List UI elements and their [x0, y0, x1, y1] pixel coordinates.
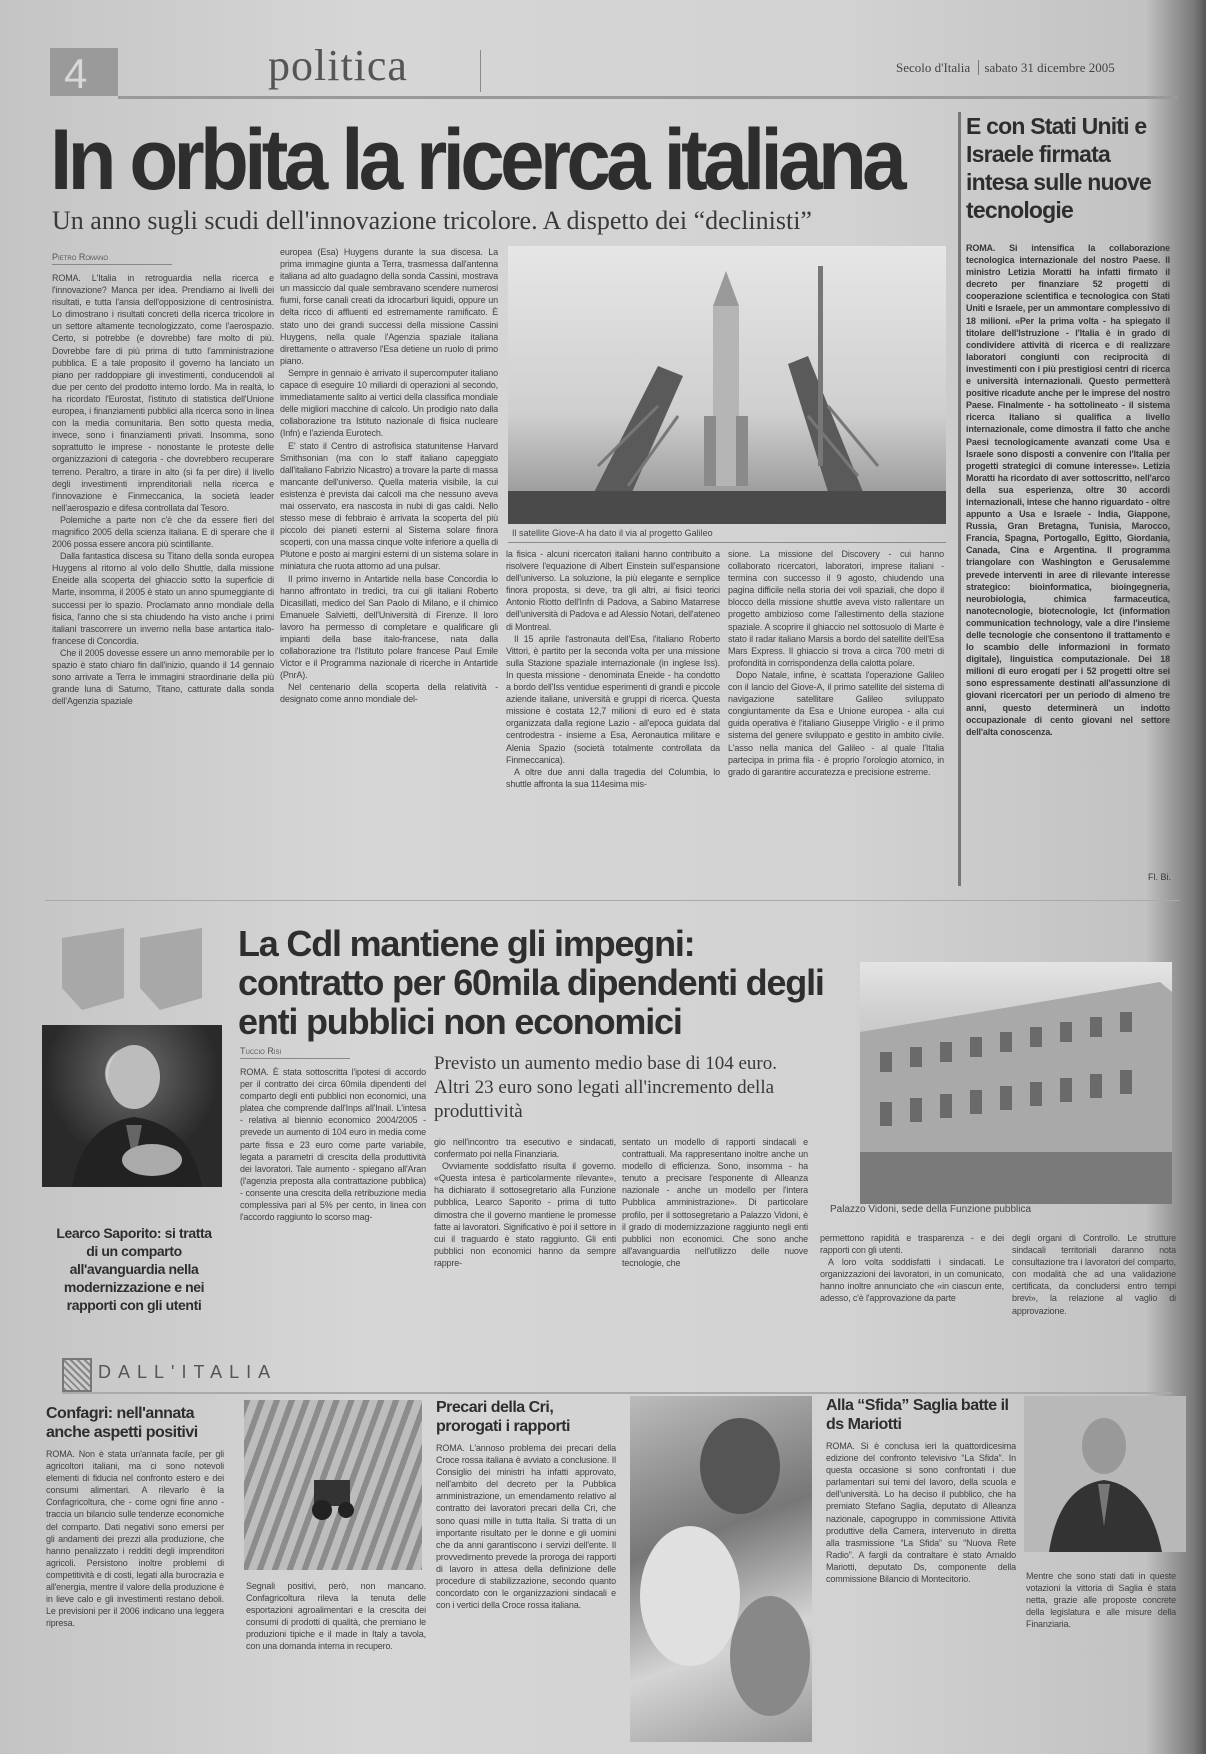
- dallitalia-banner: [62, 1356, 1172, 1394]
- paragraph: Che il 2005 dovesse essere un anno memorabile per lo spazio è stato chiaro fin dall'inizio, quando il 14 gennaio sono arrivate a Terra le immagini straordinarie della più grande luna di Saturno, Titano, catturate dalla sonda dell'Agenzia spaziale: [52, 647, 274, 707]
- brief-headline: Precari della Cri, prorogati i rapporti: [436, 1399, 570, 1435]
- paragraph: sentato un modello di rapporti sindacali e contrattuali. Ma rappresentano inoltre anche un modello di efficienza. Sono, insomma - ha tenuto a precisare l'esponente di Alleanza nazionale - anche un modello per l'intera Pubblica amministrazione». Di particolare profilo, per il sottosegretario a Palazzo Vidoni, è il grado di modernizzazione raggiunto negli enti pubblici non economici. Che sono anche all'avanguardia nell'utilizzo delle nuove tecnologie, che: [622, 1137, 808, 1268]
- palazzo-vidoni-photo: [860, 962, 1172, 1204]
- paragraph: Il primo inverno in Antartide nella base Concordia lo hanno affrontato in tredici, tra cui gli italiani Roberto Dicasillati, medico del San Paolo di Milano, e il chimico Emanuele Salvietti, dell'Università di Firenze. Il loro lavoro ha permesso di completare e qualificare gli impianti della base italo-francese, nata dalla collaborazione tra l'Istituto polare francese Paul Emile Victor e il Programma nazionale di ricerche in Antartide (PnrA).: [280, 573, 498, 681]
- paragraph: la fisica - alcuni ricercatori italiani hanno contribuito a risolvere l'equazione di Albert Einstein sull'espansione dell'universo. La soluzione, la più elegante e semplice finora proposta, si deve, tra gli altri, ai fisici teorici Antonio Riotto dell'Infn di Padova, a Sabino Matarrese dell'università di Padova e ad Alessio Notari, dell'ateneo di Montreal.: [506, 549, 720, 632]
- tractor-field-photo: [244, 1400, 422, 1570]
- rocket-launch-photo: [508, 246, 946, 524]
- sidebar-rule: [958, 112, 961, 886]
- paragraph: ROMA. L'Italia in retroguardia nella ricerca e l'innovazione? Manca per idea. Prendiamo ai livelli dei risultati, e tutta l'ansia dell'opposizione di centrosinistra. Lo dimostrano i risultati concreti della ricerca tricolore in un settore altamente tecnologizzato, come l'aerospazio. Certo, si potrebbe (e dovrebbe) fare molto di più. Dovrebbe fare di più prima di tutto l'amministrazione pubblica. E a tale proposito il governo ha lanciato un piano per raddoppiare gli investimenti, conducendoli al due per cento del prodotto interno lordo. Ma in realtà, lo ha ricordato l'Eurostat, l'istituto di statistica dell'Unione europea, i finanziamenti pubblici alla ricerca sono in linea con la media comunitaria. Ben sotto questa media, invece, sono i finanziamenti privati. Insomma, sono soprattutto le imprese - nonostante le proteste delle organizzazioni di categoria - che dovrebbero recuperare terreno. Peraltro, a tirare in alto (si fa per dire) il livello degli investimenti imprenditoriali nella ricerca e l'innovazione è Finmeccanica, la società leader nell'aerospazio e difesa controllata dal Tesoro.: [52, 273, 274, 513]
- article-headline: La Cdl mantiene gli impegni: contratto per 60mila dipendenti degli enti pubblici non economici: [238, 923, 824, 1042]
- paragraph: Segnali positivi, però, non mancano. Confagricoltura rileva la tenuta delle esportazioni agroalimentari e la crescita dei consumi di prodotti di qualità, che premiano le produzioni tipiche e il made in Italy a tavola, con una domanda interna in recupero.: [246, 1581, 426, 1652]
- paragraph: Il 15 aprile l'astronauta dell'Esa, l'italiano Roberto Vittori, è partito per la seconda volta per una missione sulla Stazione spaziale internazionale (in inglese Iss). In questa missione - denominata Eneide - ha condotto a bordo dell'Iss ventidue esperimenti di grandi e piccole aziende italiane, università e gruppi di ricerca. Questa missione è costata 12,7 milioni di euro ed è stata organizzata dalla regione Lazio - all'epoca guidata dal centrodestra - insieme a Esa, Aeronautica militare e Alenia Spazio (società totalmente controllata da Finmeccanica).: [506, 633, 720, 765]
- newspaper-name: Secolo d'Italia: [896, 60, 971, 75]
- paragraph: A loro volta soddisfatti i sindacati. Le organizzazioni dei lavoratori, in un comunicato, hanno inoltre annunciato che «in ciascun ente, adesso, c'è l'approvazione da parte: [820, 1257, 1004, 1304]
- paragraph: A oltre due anni dalla tragedia del Columbia, lo shuttle affronta la sua 114esima mis-: [506, 766, 720, 789]
- article-column: [52, 272, 274, 884]
- paragraph: europea (Esa) Huygens durante la sua discesa. La prima immagine giunta a Terra, trasmessa dall'antenna italiana ad alto guadagno della sonda Cassini, mostrava un massiccio dal quale sembravano scendere numerosi fiumi, forse canali creati da idrocarburi liquidi, oppure un delta ricco di affluenti ed estremamente ramificato. È stato uno dei grandi successi della missione Cassini Huygens, nella quale l'Agenzia spaziale italiana direttamente o attraverso l'Esa detiene un ruolo di primo piano.: [280, 247, 498, 366]
- dallitalia-label: DALL'ITALIA: [98, 1362, 278, 1382]
- article-deck: Previsto un aumento medio base di 104 euro. Altri 23 euro sono legati all'incremento della produttività: [434, 1053, 777, 1122]
- paragraph: degli organi di Controllo. Le strutture sindacali territoriali daranno nota consultazione tra i lavoratori del comparto, con modalità che ad una validazione certificata, da concludersi entro tempi brevi», la relazione al vaglio di approvazione.: [1012, 1233, 1176, 1316]
- section-divider: [480, 50, 481, 92]
- paragraph: ROMA. Non è stata un'annata facile, per gli agricoltori italiani, ma ci sono notevoli elementi di fiducia nel confronto estero e dei consumi alimentari. A rilevarlo è la Confagricoltura, che - come ogni fine anno - traccia un bilancio sulle tendenze economiche del comparto. Dati negativi sono emersi per gli andamenti dei prezzi alla produzione, che hanno penalizzato i redditi degli imprenditori agricoli. Persistono inoltre problemi di competitività e di costi, legati alla burocrazia e all'energia, mentre il valore della produzione è in lieve calo e gli investimenti restano deboli. Le previsioni per il 2006 indicano una leggera ripresa.: [46, 1449, 224, 1629]
- article-column: [506, 548, 720, 884]
- portrait-photo: [42, 1025, 222, 1187]
- brief-headline: Confagri: nell'annata anche aspetti positivi: [46, 1405, 198, 1441]
- article-column: [240, 1066, 426, 1334]
- article-column: [820, 1232, 1004, 1334]
- section-title: politica: [268, 41, 408, 90]
- brief-body: [246, 1580, 426, 1740]
- quote-marks-decoration: [62, 928, 202, 1015]
- article-column: [728, 548, 944, 884]
- page-number: 4: [64, 50, 88, 97]
- section-separator: [45, 900, 1180, 901]
- brief-headline: Alla “Sfida” Saglia batte il ds Mariotti: [826, 1397, 1009, 1433]
- portrait-caption: Learco Saporito: si tratta di un comparto all'avanguardia nella modernizzazione e nei rapporti con gli utenti: [56, 1225, 212, 1313]
- article-column: [1012, 1232, 1176, 1334]
- paragraph: Dopo Natale, infine, è scattata l'operazione Galileo con il lancio del Giove-A, il primo satellite del sistema di navigazione satellitare Galileo sviluppato congiuntamente da Esa e Unione europea - alla cui guida operativa è l'italiano Giuseppe Viriglio - e il primo sistema del genere sviluppato e gestito in ambito civile. L'asso nella manica del Galileo - al quale l'Italia partecipa in prima fila - è proprio l'orologio atomico, in grado di garantire accuratezza e precisione estreme.: [728, 669, 944, 777]
- header-rule: [118, 96, 1178, 99]
- paragraph: ROMA. L'annoso problema dei precari della Croce rossa italiana è avviato a conclusione. Il Consiglio dei ministri ha infatti approvato, nell'ambito del decreto per la Pubblica amministrazione, un emendamento relativo al contratto dei lavoratori precari della Cri, che sono quasi mille in tutta Italia. Si tratta di un importante risultato per le donne e gli uomini che da anni garantiscono i servizi dell'ente. Il provvedimento prevede la proroga dei rapporti di lavoro in attesa della definizione delle procedure di stabilizzazione, secondo quanto concordato con le organizzazioni sindacali e con i vertici della Croce rossa italiana.: [436, 1443, 616, 1611]
- paragraph: Mentre che sono stati dati in queste votazioni la vittoria di Saglia è stata netta, grazie alle proposte concrete della legislatura e alle misure della Finanziaria.: [1026, 1571, 1176, 1630]
- paragraph: permettono rapidità e trasparenza - e dei rapporti con gli utenti.: [820, 1233, 1004, 1256]
- article-column: [622, 1136, 808, 1334]
- article-column: [434, 1136, 616, 1334]
- paragraph: Dalla fantastica discesa su Titano della sonda europea Huygens al ritorno al volo dello Shuttle, dalla missione Eneide alla scoperta del ghiaccio sotto la superficie di Marte, insomma, il 2005 è stato un anno spumeggiante di successi per lo spazio. Proclamato anno mondiale della fisica, l'anno che si sta chiudendo ha visto anche i primi italiani trascorrere un inverno nella base antartica italo-francese di Concordia.: [52, 551, 274, 646]
- paragraph: Polemiche a parte non c'è che da essere fieri del magnifico 2005 della scienza italiana. E di sperare che il 2006 possa essere ancora più scintillante.: [52, 514, 274, 550]
- paragraph: Sempre in gennaio è arrivato il supercomputer italiano capace di eseguire 10 miliardi di operazioni al secondo, immediatamente salito ai vertici della classifica mondiale delle migliori macchine di calcolo. Un prodigio nato dalla collaborazione tra Istituto nazionale di fisica nucleare (Infn) e l'azienda Eurotech.: [280, 367, 498, 439]
- photo-caption: Il satellite Giove-A ha dato il via al progetto Galileo: [512, 528, 713, 538]
- brief-body: [436, 1442, 616, 1740]
- brief-body: [46, 1448, 224, 1740]
- sidebar-signature: Fl. Bi.: [1148, 872, 1172, 882]
- brief-body: [1026, 1570, 1176, 1740]
- paragraph: Ovviamente soddisfatto risulta il governo. «Questa intesa è particolarmente rilevante», ha dichiarato il sottosegretario alla Funzione pubblica, Learco Saporito - prima di tutto dimostra che il governo mantiene le promesse fatte ai lavoratori. Significativo è poi il settore in cui il traguardo è stato raggiunto. Gli enti pubblici non economici hanno da sempre rappre-: [434, 1161, 616, 1268]
- paragraph: gio nell'incontro tra esecutivo e sindacati, confermato poi nella Finanziaria.: [434, 1137, 616, 1160]
- paragraph: E' stato il Centro di astrofisica statunitense Harvard Smithsonian (ma con lo staff italiano capeggiato dall'italiano Fabrizio Nicastro) a trovare la parte di massa mancante dell'universo. Quella materia visibile, la cui esistenza è prevista dai calcoli ma che nessuno aveva mai osservato, era nascosta in nubi di gas caldi. Nello stesso mese di febbraio è arrivata la scoperta del più piccolo dei pianeti esterni al Sistema solare finora scoperti, con una massa cinque volte inferiore a quella di Plutone e posto ai margini esterni di un sistema solare in miniatura che ruota attorno ad una pulsar.: [280, 440, 498, 572]
- paragraph: Nel centenario della scoperta della relatività - designato come anno mondiale del-: [280, 682, 498, 705]
- main-subtitle: Un anno sugli scudi dell'innovazione tricolore. A dispetto dei “declinisti”: [52, 206, 812, 235]
- masthead-info: [896, 60, 1115, 76]
- sidebar-headline: E con Stati Uniti e Israele firmata intesa sulle nuove tecnologie: [966, 113, 1151, 223]
- mariotti-saglia-photo: [1024, 1396, 1186, 1552]
- issue-date: sabato 31 dicembre 2005: [984, 60, 1115, 75]
- paragraph: ROMA. È stata sottoscritta l'ipotesi di accordo per il contratto dei circa 60mila dipendenti del comparto degli enti pubblici non economici, una platea che comprende dall'Inps all'Inail. L'intesa - relativa al biennio economico 2004/2005 - prevede un aumento di 104 euro in media come parte fissa e 23 euro come parte variabile, legata a parametri di crescita della produttività dei lavoratori. Tale aumento - spiegano all'Aran (l'agenzia preposta alla contrattazione pubblica) - consente una crescita della retribuzione media complessiva pari al 5% per cento, in linea con l'accordo raggiunto lo scorso mag-: [240, 1067, 426, 1223]
- byline: Pietro Romano: [52, 252, 172, 265]
- brief-body: [826, 1440, 1016, 1740]
- dallitalia-logo-icon: [62, 1358, 92, 1392]
- page-number-box: [50, 48, 118, 96]
- byline: Tuccio Risi: [240, 1046, 350, 1059]
- caption-rule: [508, 542, 946, 543]
- paragraph: sione. La missione del Discovery - cui hanno collaborato ricercatori, laboratori, imprese italiani - termina con successo il 9 agosto, chiudendo una pagina difficile nella storia dei voli spaziali, che dopo il blocco della missione shuttle aveva visto rallentare un progetto ambizioso come l'allestimento della stazione spaziale. A scoprire il ghiaccio nel sottosuolo di Marte è stato il radar italiano Marsis a bordo del satellite dell'Esa Mars Express. Il ghiaccio si trova a circa 700 metri di profondità in corrispondenza della calotta polare.: [728, 549, 944, 668]
- photo-caption: Palazzo Vidoni, sede della Funzione pubblica: [830, 1204, 1032, 1215]
- red-cross-photo: [630, 1396, 812, 1742]
- main-headline: In orbita la ricerca italiana: [50, 112, 902, 208]
- paragraph: ROMA. Si intensifica la collaborazione tecnologica internazionale del nostro Paese. Il ministro Letizia Moratti ha infatti firmato il decreto per finanziare 52 progetti di cooperazione scientifica e tecnologica con Stati Uniti e Israele, per un ammontare complessivo di 18 milioni. «Per la prima volta - ha spiegato il titolare dell'Istruzione - l'Italia è in grado di condividere attività di ricerca e di realizzare laboratori congiunti con reciprocità di investimenti con i più prestigiosi centri di ricerca e università internazionali. Questo permetterà positive ricadute anche per le imprese del nostro Paese. Finalmente - ha sottolineato - il sistema ricerca italiano si qualifica a livello internazionale, come dimostra il fatto che anche Paesi tecnologicamente avanzati come Usa e Israele sono disposti a convenire con l'Italia per progetti strategici di comune interesse». Letizia Moratti ha ricordato di aver sottoscritto, nell'arco della sua esperienza, oltre 30 accordi internazionali, intese che hanno riguardato - oltre appunto a Usa e Israele - India, Giappone, Russia, Gran Bretagna, Tunisia, Marocco, Francia, Spagna, Portogallo, Egitto, Giordania, Canada, Cina e Argentina. Il programma triangolare con Washington e Gerusalemme prevede interventi in aree di rilevante interesse strategico: bioinformatica, bioingegneria, neurobiologia, chimica farmaceutica, nanotecnologie, biotecnologie, Ict (information communication technology, vale a dire l'insieme delle tecnologie che consentono il trattamento e lo scambio delle informazioni in formato digitale), linguistica computazionale. Dei 18 milioni di euro erogati per i 52 progetti oltre sei sono espressamente destinati all'assunzione di giovani ricercatori per un periodo di almeno tre anni, questo determinerà un indotto occupazionale di cento giovani nel settore dell'alta conoscenza.: [966, 243, 1170, 737]
- paragraph: ROMA. Si è conclusa ieri la quattordicesima edizione del confronto televisivo “La Sfida”. In questa occasione si sono confrontati i due parlamentari sui temi del lavoro, della scuola e dell'università. Lo ha deciso il pubblico, che ha premiato Stefano Saglia, deputato di Alleanza nazionale, capogruppo in commissione Attività produttive della Camera, intervenuto in diretta alla trasmissione “La Sfida” su “Nuova Rete Radio”. A fargli da contraltare è stato Arnaldo Mariotti, deputato Ds, componente della commissione Bilancio di Montecitorio.: [826, 1441, 1016, 1585]
- article-column: [280, 246, 498, 884]
- sidebar-body: [966, 242, 1170, 872]
